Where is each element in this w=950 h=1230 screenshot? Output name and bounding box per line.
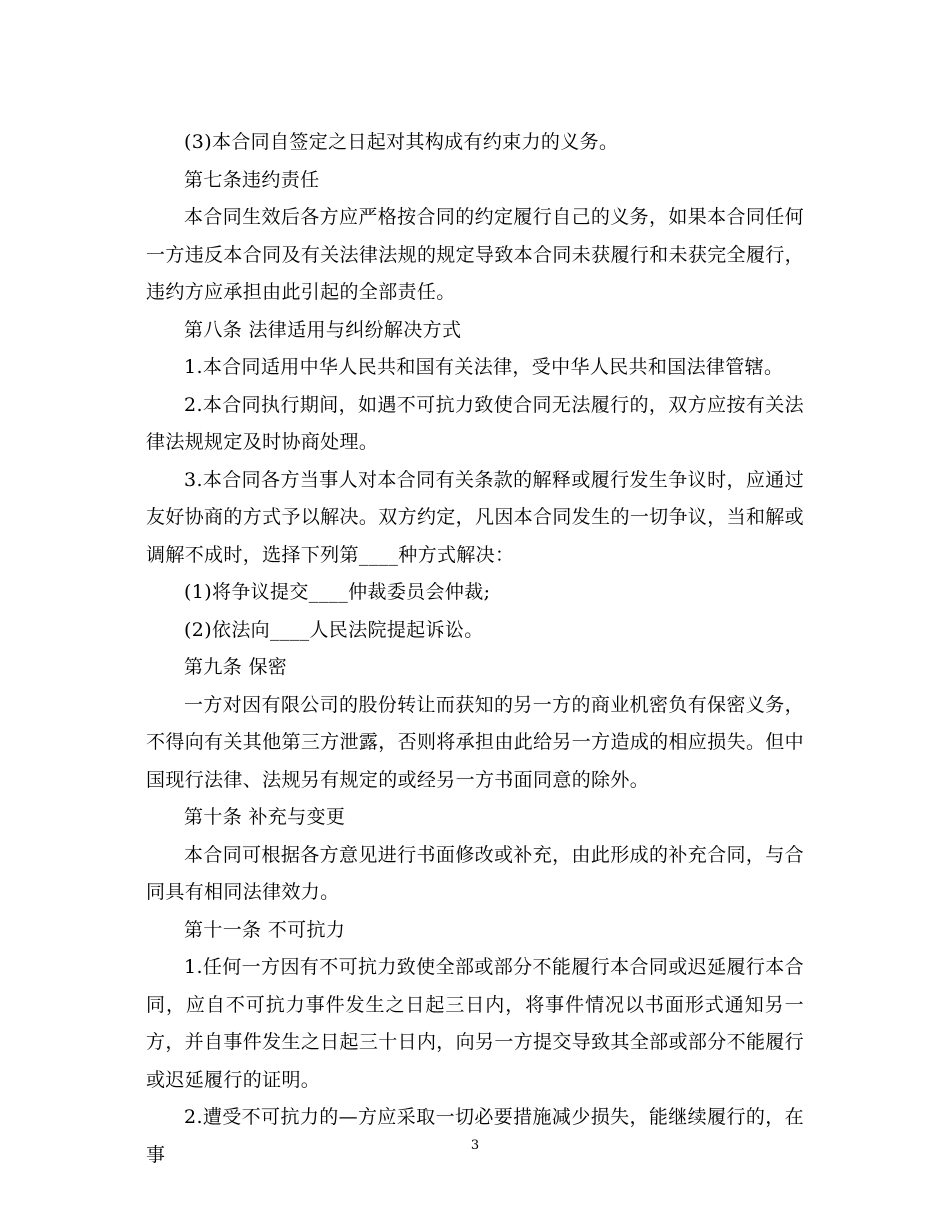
paragraph: 本合同生效后各方应严格按合同的约定履行自己的义务，如果本合同任何一方违反本合同及有关法律法规的规定导致本合同未获履行和未获完全履行，违约方应承担由此引起的全部责任。 (146, 206, 804, 303)
paragraph: 3.本合同各方当事人对本合同有关条款的解释或履行发生争议时，应通过友好协商的方式予以解决。双方约定，凡因本合同发生的一切争议，当和解或调解不成时，选择下列第____种方式解决： (146, 468, 804, 566)
paragraph: 1.任何一方因有不可抗力致使全部或部分不能履行本合同或迟延履行本合同，应自不可抗力事件发生之日起三日内，将事件情况以书面形式通知另一方，并自事件发生之日起三十日内，向另一方提交导致其全部或部分不能履行或迟延履行的证明。 (146, 956, 804, 1091)
page-number: 3 (470, 1138, 480, 1153)
section-heading: 第十一条 不可抗力 (184, 918, 346, 941)
section-heading: 第十条 补充与变更 (184, 806, 346, 828)
paragraph: (3)本合同自签定之日起对其构成有约束力的义务。 (184, 131, 619, 153)
document-body (146, 124, 804, 1174)
paragraph: (1)将争议提交____仲裁委员会仲裁; (184, 581, 491, 603)
paragraph: 2.本合同执行期间，如遇不可抗力致使合同无法履行的，双方应按有关法律法规规定及时协商处理。 (146, 393, 804, 453)
paragraph: 一方对因有限公司的股份转让而获知的另一方的商业机密负有保密义务，不得向有关其他第三方泄露，否则将承担由此给另一方造成的相应损失。但中国现行法律、法规另有规定的或经另一方书面同意的除外。 (146, 693, 804, 791)
paragraph: 2.遭受不可抗力的—方应采取一切必要措施减少损失，能继续履行的，在事 (146, 1106, 804, 1166)
section-heading: 第七条违约责任 (184, 168, 320, 191)
section-heading: 第九条 保密 (184, 656, 288, 678)
paragraph: 本合同可根据各方意见进行书面修改或补充，由此形成的补充合同，与合同具有相同法律效力。 (146, 843, 804, 903)
section-heading: 第八条 法律适用与纠纷解决方式 (184, 318, 462, 341)
paragraph: (2)依法向____人民法院提起诉讼。 (184, 618, 484, 641)
paragraph: 1.本合同适用中华人民共和国有关法律，受中华人民共和国法律管辖。 (184, 356, 784, 378)
